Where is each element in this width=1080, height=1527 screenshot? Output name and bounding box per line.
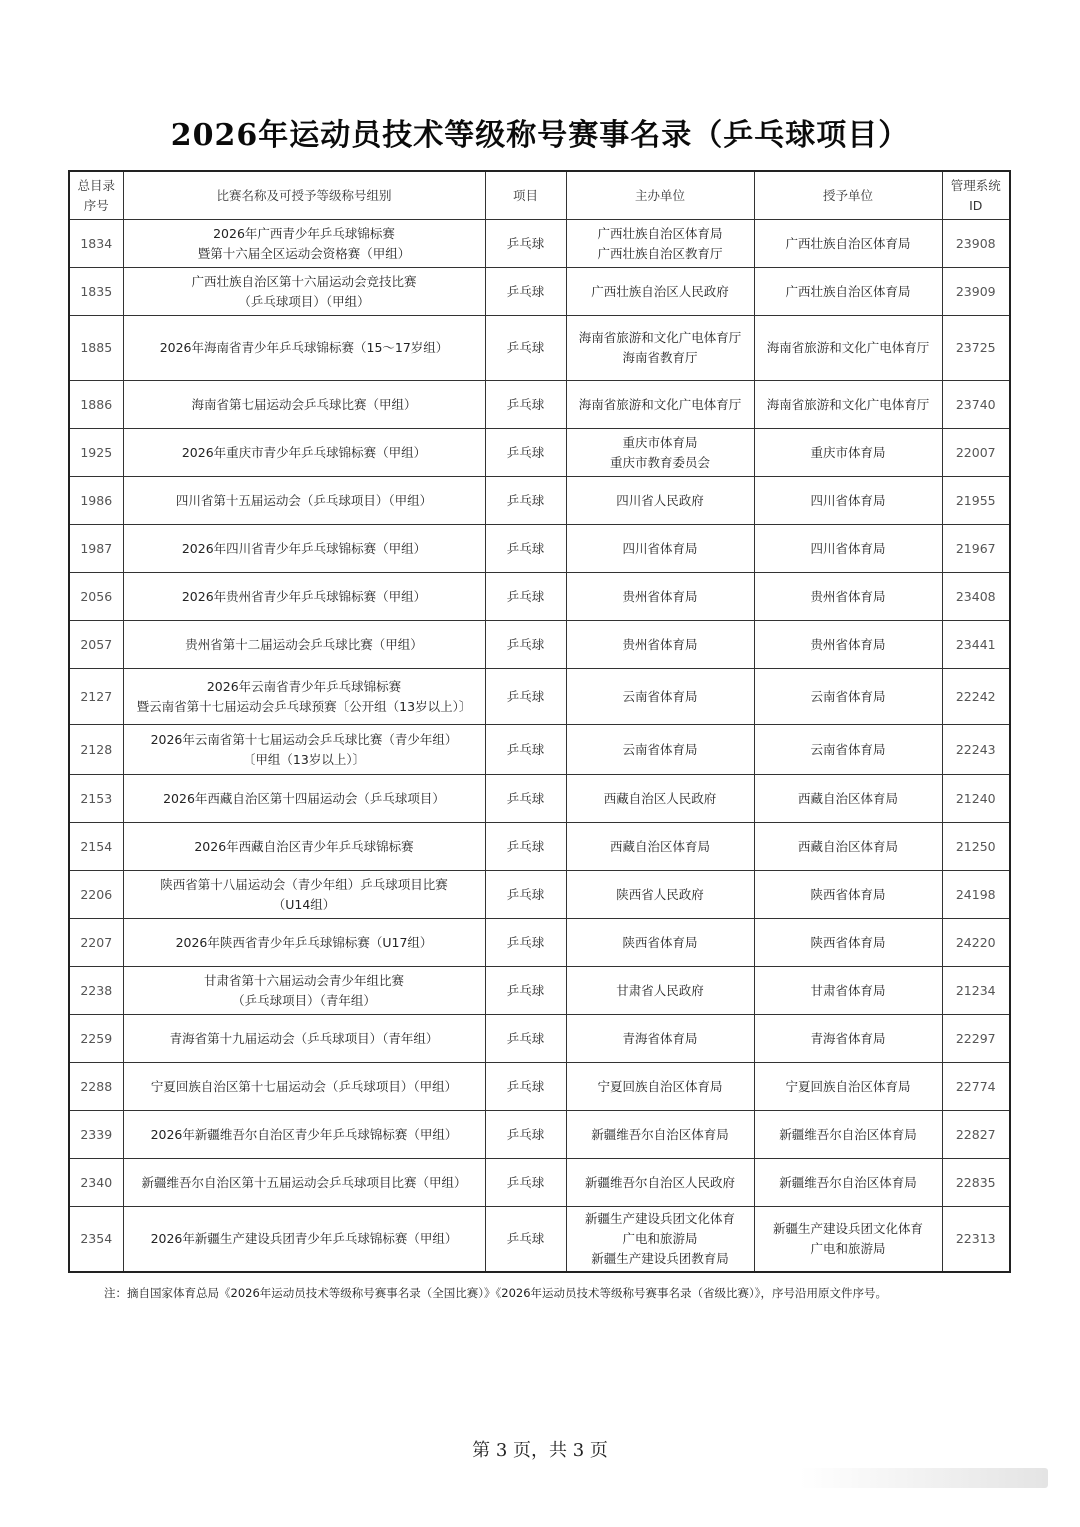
page-number: 第 3 页，共 3 页: [472, 1440, 608, 1461]
table-row: [69, 316, 1010, 381]
cell-system-id: 21955: [942, 477, 1010, 525]
cell-grantor: 海南省旅游和文化广电体育厅: [754, 381, 942, 429]
cell-event-name: 2026年云南省青少年乒乓球锦标赛 暨云南省第十七届运动会乒乓球预赛〔公开组（13岁以上）〕: [123, 669, 485, 725]
cell-organizer: 西藏自治区体育局: [566, 823, 754, 871]
cell-grantor: 四川省体育局: [754, 525, 942, 573]
cell-grantor: 宁夏回族自治区体育局: [754, 1063, 942, 1111]
cell-event-name: 2026年新疆维吾尔自治区青少年乒乓球锦标赛（甲组）: [123, 1111, 485, 1159]
document-title: 2026年运动员技术等级称号赛事名录（乒乓球项目）: [170, 118, 910, 153]
cell-organizer: 新疆维吾尔自治区体育局: [566, 1111, 754, 1159]
cell-grantor: 四川省体育局: [754, 477, 942, 525]
cell-event-name: 广西壮族自治区第十六届运动会竞技比赛 （乒乓球项目）（甲组）: [123, 268, 485, 316]
cell-event-name: 2026年陕西省青少年乒乓球锦标赛（U17组）: [123, 919, 485, 967]
table-row: [69, 1063, 1010, 1111]
cell-event-name: 四川省第十五届运动会（乒乓球项目）（甲组）: [123, 477, 485, 525]
cell-seq: 2128: [69, 725, 123, 775]
cell-organizer: 贵州省体育局: [566, 621, 754, 669]
cell-event-name: 2026年海南省青少年乒乓球锦标赛（15～17岁组）: [123, 316, 485, 381]
cell-grantor: 广西壮族自治区体育局: [754, 220, 942, 268]
cell-organizer: 新疆生产建设兵团文化体育 广电和旅游局 新疆生产建设兵团教育局: [566, 1207, 754, 1272]
cell-seq: 2207: [69, 919, 123, 967]
cell-system-id: 23909: [942, 268, 1010, 316]
table-row: [69, 525, 1010, 573]
cell-organizer: 甘肃省人民政府: [566, 967, 754, 1015]
cell-grantor: 贵州省体育局: [754, 573, 942, 621]
cell-event-name: 2026年广西青少年乒乓球锦标赛 暨第十六届全区运动会资格赛（甲组）: [123, 220, 485, 268]
cell-system-id: 21234: [942, 967, 1010, 1015]
cell-seq: 1886: [69, 381, 123, 429]
cell-sport: 乒乓球: [485, 477, 566, 525]
cell-grantor: 海南省旅游和文化广电体育厅: [754, 316, 942, 381]
cell-sport: 乒乓球: [485, 919, 566, 967]
cell-system-id: 24198: [942, 871, 1010, 919]
table-row: [69, 967, 1010, 1015]
cell-sport: 乒乓球: [485, 1207, 566, 1272]
cell-seq: 2127: [69, 669, 123, 725]
cell-seq: 1925: [69, 429, 123, 477]
cell-grantor: 重庆市体育局: [754, 429, 942, 477]
cell-system-id: 23740: [942, 381, 1010, 429]
cell-event-name: 2026年云南省第十七届运动会乒乓球比赛（青少年组） 〔甲组（13岁以上）〕: [123, 725, 485, 775]
cell-organizer: 新疆维吾尔自治区人民政府: [566, 1159, 754, 1207]
header-organizer: 主办单位: [566, 171, 754, 220]
table-row: [69, 477, 1010, 525]
cell-sport: 乒乓球: [485, 1111, 566, 1159]
cell-grantor: 陕西省体育局: [754, 871, 942, 919]
cell-grantor: 西藏自治区体育局: [754, 775, 942, 823]
cell-grantor: 新疆生产建设兵团文化体育 广电和旅游局: [754, 1207, 942, 1272]
table-row: [69, 1015, 1010, 1063]
cell-seq: 2153: [69, 775, 123, 823]
cell-seq: 2056: [69, 573, 123, 621]
cell-system-id: 21240: [942, 775, 1010, 823]
cell-seq: 1986: [69, 477, 123, 525]
cell-seq: 1885: [69, 316, 123, 381]
cell-system-id: 21967: [942, 525, 1010, 573]
cell-organizer: 陕西省人民政府: [566, 871, 754, 919]
scrollbar[interactable]: [800, 1468, 1048, 1488]
table-row: [69, 669, 1010, 725]
table-row: [69, 1159, 1010, 1207]
cell-system-id: 22827: [942, 1111, 1010, 1159]
cell-grantor: 广西壮族自治区体育局: [754, 268, 942, 316]
cell-sport: 乒乓球: [485, 573, 566, 621]
cell-grantor: 青海省体育局: [754, 1015, 942, 1063]
cell-organizer: 陕西省体育局: [566, 919, 754, 967]
cell-organizer: 广西壮族自治区体育局 广西壮族自治区教育厅: [566, 220, 754, 268]
cell-system-id: 22243: [942, 725, 1010, 775]
table-row: [69, 1207, 1010, 1272]
cell-seq: 2238: [69, 967, 123, 1015]
cell-organizer: 广西壮族自治区人民政府: [566, 268, 754, 316]
cell-event-name: 2026年贵州省青少年乒乓球锦标赛（甲组）: [123, 573, 485, 621]
cell-organizer: 四川省人民政府: [566, 477, 754, 525]
table-body: [69, 220, 1010, 1272]
cell-system-id: 21250: [942, 823, 1010, 871]
table-row: [69, 220, 1010, 268]
cell-system-id: 22313: [942, 1207, 1010, 1272]
cell-sport: 乒乓球: [485, 1063, 566, 1111]
table-row: [69, 268, 1010, 316]
cell-system-id: 23908: [942, 220, 1010, 268]
header-sport: 项目: [485, 171, 566, 220]
cell-organizer: 海南省旅游和文化广电体育厅: [566, 381, 754, 429]
cell-seq: 2339: [69, 1111, 123, 1159]
cell-organizer: 青海省体育局: [566, 1015, 754, 1063]
cell-seq: 1987: [69, 525, 123, 573]
cell-event-name: 宁夏回族自治区第十七届运动会（乒乓球项目）（甲组）: [123, 1063, 485, 1111]
event-catalog-table: [68, 170, 1011, 1273]
header-name: 比赛名称及可授予等级称号组别: [123, 171, 485, 220]
table-row: [69, 381, 1010, 429]
cell-seq: 2206: [69, 871, 123, 919]
table-row: [69, 573, 1010, 621]
cell-seq: 2340: [69, 1159, 123, 1207]
cell-seq: 2154: [69, 823, 123, 871]
cell-event-name: 陕西省第十八届运动会（青少年组）乒乓球项目比赛 （U14组）: [123, 871, 485, 919]
cell-event-name: 2026年西藏自治区青少年乒乓球锦标赛: [123, 823, 485, 871]
table-row: [69, 1111, 1010, 1159]
cell-grantor: 甘肃省体育局: [754, 967, 942, 1015]
footnote: 注：摘自国家体育总局《2026年运动员技术等级称号赛事名录（全国比赛）》《2026年运动员技术等级称号赛事名录（省级比赛）》，序号沿用原文件序号。: [104, 1286, 888, 1300]
table-row: [69, 823, 1010, 871]
cell-event-name: 新疆维吾尔自治区第十五届运动会乒乓球项目比赛（甲组）: [123, 1159, 485, 1207]
cell-system-id: 23725: [942, 316, 1010, 381]
cell-event-name: 2026年四川省青少年乒乓球锦标赛（甲组）: [123, 525, 485, 573]
cell-seq: 2259: [69, 1015, 123, 1063]
cell-event-name: 甘肃省第十六届运动会青少年组比赛 （乒乓球项目）（青年组）: [123, 967, 485, 1015]
cell-system-id: 22835: [942, 1159, 1010, 1207]
cell-event-name: 贵州省第十二届运动会乒乓球比赛（甲组）: [123, 621, 485, 669]
cell-organizer: 云南省体育局: [566, 725, 754, 775]
cell-grantor: 新疆维吾尔自治区体育局: [754, 1159, 942, 1207]
cell-system-id: 22007: [942, 429, 1010, 477]
table-row: [69, 871, 1010, 919]
cell-sport: 乒乓球: [485, 669, 566, 725]
cell-sport: 乒乓球: [485, 775, 566, 823]
cell-sport: 乒乓球: [485, 268, 566, 316]
cell-sport: 乒乓球: [485, 220, 566, 268]
cell-organizer: 西藏自治区人民政府: [566, 775, 754, 823]
cell-organizer: 四川省体育局: [566, 525, 754, 573]
cell-organizer: 贵州省体育局: [566, 573, 754, 621]
header-grantor: 授予单位: [754, 171, 942, 220]
cell-system-id: 24220: [942, 919, 1010, 967]
cell-grantor: 云南省体育局: [754, 725, 942, 775]
cell-sport: 乒乓球: [485, 429, 566, 477]
cell-seq: 1835: [69, 268, 123, 316]
cell-sport: 乒乓球: [485, 621, 566, 669]
cell-grantor: 西藏自治区体育局: [754, 823, 942, 871]
cell-sport: 乒乓球: [485, 871, 566, 919]
cell-seq: 1834: [69, 220, 123, 268]
header-system-id: 管理系统 ID: [942, 171, 1010, 220]
cell-seq: 2288: [69, 1063, 123, 1111]
cell-event-name: 2026年新疆生产建设兵团青少年乒乓球锦标赛（甲组）: [123, 1207, 485, 1272]
cell-system-id: 23408: [942, 573, 1010, 621]
table-row: [69, 919, 1010, 967]
cell-grantor: 陕西省体育局: [754, 919, 942, 967]
table-row: [69, 725, 1010, 775]
cell-sport: 乒乓球: [485, 1015, 566, 1063]
table-row: [69, 621, 1010, 669]
cell-organizer: 重庆市体育局 重庆市教育委员会: [566, 429, 754, 477]
cell-sport: 乒乓球: [485, 525, 566, 573]
cell-sport: 乒乓球: [485, 316, 566, 381]
header-seq: 总目录 序号: [69, 171, 123, 220]
cell-system-id: 22774: [942, 1063, 1010, 1111]
table-row: [69, 775, 1010, 823]
cell-system-id: 22297: [942, 1015, 1010, 1063]
cell-sport: 乒乓球: [485, 725, 566, 775]
cell-event-name: 青海省第十九届运动会（乒乓球项目）（青年组）: [123, 1015, 485, 1063]
cell-grantor: 贵州省体育局: [754, 621, 942, 669]
cell-sport: 乒乓球: [485, 967, 566, 1015]
cell-system-id: 23441: [942, 621, 1010, 669]
cell-system-id: 22242: [942, 669, 1010, 725]
cell-grantor: 新疆维吾尔自治区体育局: [754, 1111, 942, 1159]
cell-organizer: 宁夏回族自治区体育局: [566, 1063, 754, 1111]
table-row: [69, 429, 1010, 477]
cell-event-name: 2026年重庆市青少年乒乓球锦标赛（甲组）: [123, 429, 485, 477]
cell-seq: 2354: [69, 1207, 123, 1272]
cell-event-name: 海南省第七届运动会乒乓球比赛（甲组）: [123, 381, 485, 429]
cell-seq: 2057: [69, 621, 123, 669]
table-header-row: [69, 171, 1010, 220]
cell-event-name: 2026年西藏自治区第十四届运动会（乒乓球项目）: [123, 775, 485, 823]
cell-sport: 乒乓球: [485, 381, 566, 429]
cell-sport: 乒乓球: [485, 823, 566, 871]
cell-organizer: 海南省旅游和文化广电体育厅 海南省教育厅: [566, 316, 754, 381]
cell-organizer: 云南省体育局: [566, 669, 754, 725]
cell-sport: 乒乓球: [485, 1159, 566, 1207]
cell-grantor: 云南省体育局: [754, 669, 942, 725]
